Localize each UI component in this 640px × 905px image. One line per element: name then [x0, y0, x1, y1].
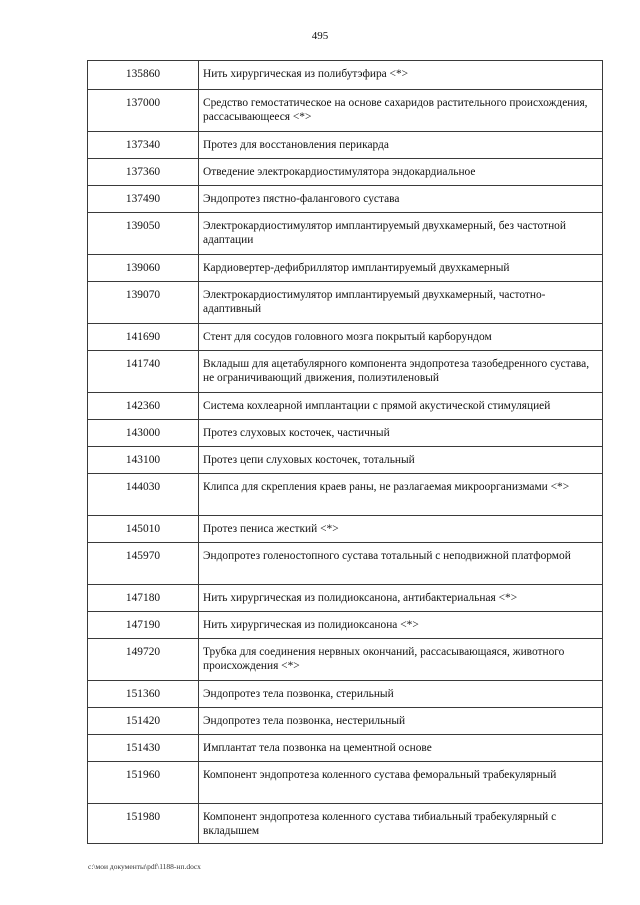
code-cell: 145010 — [88, 516, 199, 543]
table-row — [88, 516, 603, 543]
name-cell: Протез слуховых косточек, частичный — [199, 420, 603, 447]
table-row — [88, 447, 603, 474]
table-row — [88, 420, 603, 447]
table-row — [88, 132, 603, 159]
name-cell: Эндопротез тела позвонка, нестерильный — [199, 708, 603, 735]
code-cell: 139070 — [88, 282, 199, 324]
table-row — [88, 61, 603, 90]
name-cell: Нить хирургическая из полидиоксанона, антибактериальная <*> — [199, 585, 603, 612]
table-row — [88, 708, 603, 735]
code-cell: 139050 — [88, 213, 199, 255]
table-row — [88, 255, 603, 282]
name-cell: Клипса для скрепления краев раны, не разлагаемая микроорганизмами <*> — [199, 474, 603, 516]
code-cell: 144030 — [88, 474, 199, 516]
table-row — [88, 804, 603, 844]
name-cell: Средство гемостатическое на основе сахаридов растительного происхождения, рассасывающееся <*> — [199, 90, 603, 132]
name-cell: Протез для восстановления перикарда — [199, 132, 603, 159]
name-cell: Протез пениса жесткий <*> — [199, 516, 603, 543]
table-row — [88, 735, 603, 762]
name-cell: Эндопротез пястно-фалангового сустава — [199, 186, 603, 213]
name-cell: Электрокардиостимулятор имплантируемый двухкамерный, частотно-адаптивный — [199, 282, 603, 324]
code-cell: 149720 — [88, 639, 199, 681]
table-row — [88, 351, 603, 393]
code-cell: 143100 — [88, 447, 199, 474]
name-cell: Протез цепи слуховых косточек, тотальный — [199, 447, 603, 474]
name-cell: Компонент эндопротеза коленного сустава феморальный трабекулярный — [199, 762, 603, 804]
name-cell: Нить хирургическая из полидиоксанона <*> — [199, 612, 603, 639]
footer-file-path: c:\мои документы\pdf\1188-нп.docx — [88, 862, 201, 871]
table-row — [88, 324, 603, 351]
code-cell: 137000 — [88, 90, 199, 132]
code-cell: 151430 — [88, 735, 199, 762]
code-cell: 139060 — [88, 255, 199, 282]
code-cell: 137490 — [88, 186, 199, 213]
table-row — [88, 762, 603, 804]
code-cell: 135860 — [88, 61, 199, 90]
code-cell: 151960 — [88, 762, 199, 804]
name-cell: Система кохлеарной имплантации с прямой акустической стимуляцией — [199, 393, 603, 420]
table-row — [88, 681, 603, 708]
name-cell: Трубка для соединения нервных окончаний, рассасывающаяся, животного происхождения <*> — [199, 639, 603, 681]
table-row — [88, 90, 603, 132]
code-cell: 142360 — [88, 393, 199, 420]
name-cell: Электрокардиостимулятор имплантируемый двухкамерный, без частотной адаптации — [199, 213, 603, 255]
device-table — [87, 60, 603, 844]
code-cell: 151980 — [88, 804, 199, 844]
page-number: 495 — [311, 30, 329, 42]
code-cell: 143000 — [88, 420, 199, 447]
code-cell: 151360 — [88, 681, 199, 708]
name-cell: Эндопротез голеностопного сустава тотальный с неподвижной платформой — [199, 543, 603, 585]
table-row — [88, 612, 603, 639]
table-row — [88, 543, 603, 585]
code-cell: 137340 — [88, 132, 199, 159]
table-row — [88, 639, 603, 681]
name-cell: Вкладыш для ацетабулярного компонента эндопротеза тазобедренного сустава, не ограничивающий движения, полиэтиленовый — [199, 351, 603, 393]
name-cell: Эндопротез тела позвонка, стерильный — [199, 681, 603, 708]
table-row — [88, 585, 603, 612]
table-row — [88, 159, 603, 186]
code-cell: 145970 — [88, 543, 199, 585]
name-cell: Отведение электрокардиостимулятора эндокардиальное — [199, 159, 603, 186]
name-cell: Имплантат тела позвонка на цементной основе — [199, 735, 603, 762]
code-cell: 141690 — [88, 324, 199, 351]
code-cell: 147180 — [88, 585, 199, 612]
name-cell: Компонент эндопротеза коленного сустава тибиальный трабекулярный с вкладышем — [199, 804, 603, 844]
table-row — [88, 213, 603, 255]
table-row — [88, 393, 603, 420]
code-cell: 137360 — [88, 159, 199, 186]
code-cell: 147190 — [88, 612, 199, 639]
name-cell: Кардиовертер-дефибриллятор имплантируемый двухкамерный — [199, 255, 603, 282]
code-cell: 141740 — [88, 351, 199, 393]
table-row — [88, 186, 603, 213]
table-body — [88, 61, 603, 844]
name-cell: Нить хирургическая из полибутэфира <*> — [199, 61, 603, 90]
table-row — [88, 474, 603, 516]
table-row — [88, 282, 603, 324]
name-cell: Стент для сосудов головного мозга покрытый карборундом — [199, 324, 603, 351]
code-cell: 151420 — [88, 708, 199, 735]
